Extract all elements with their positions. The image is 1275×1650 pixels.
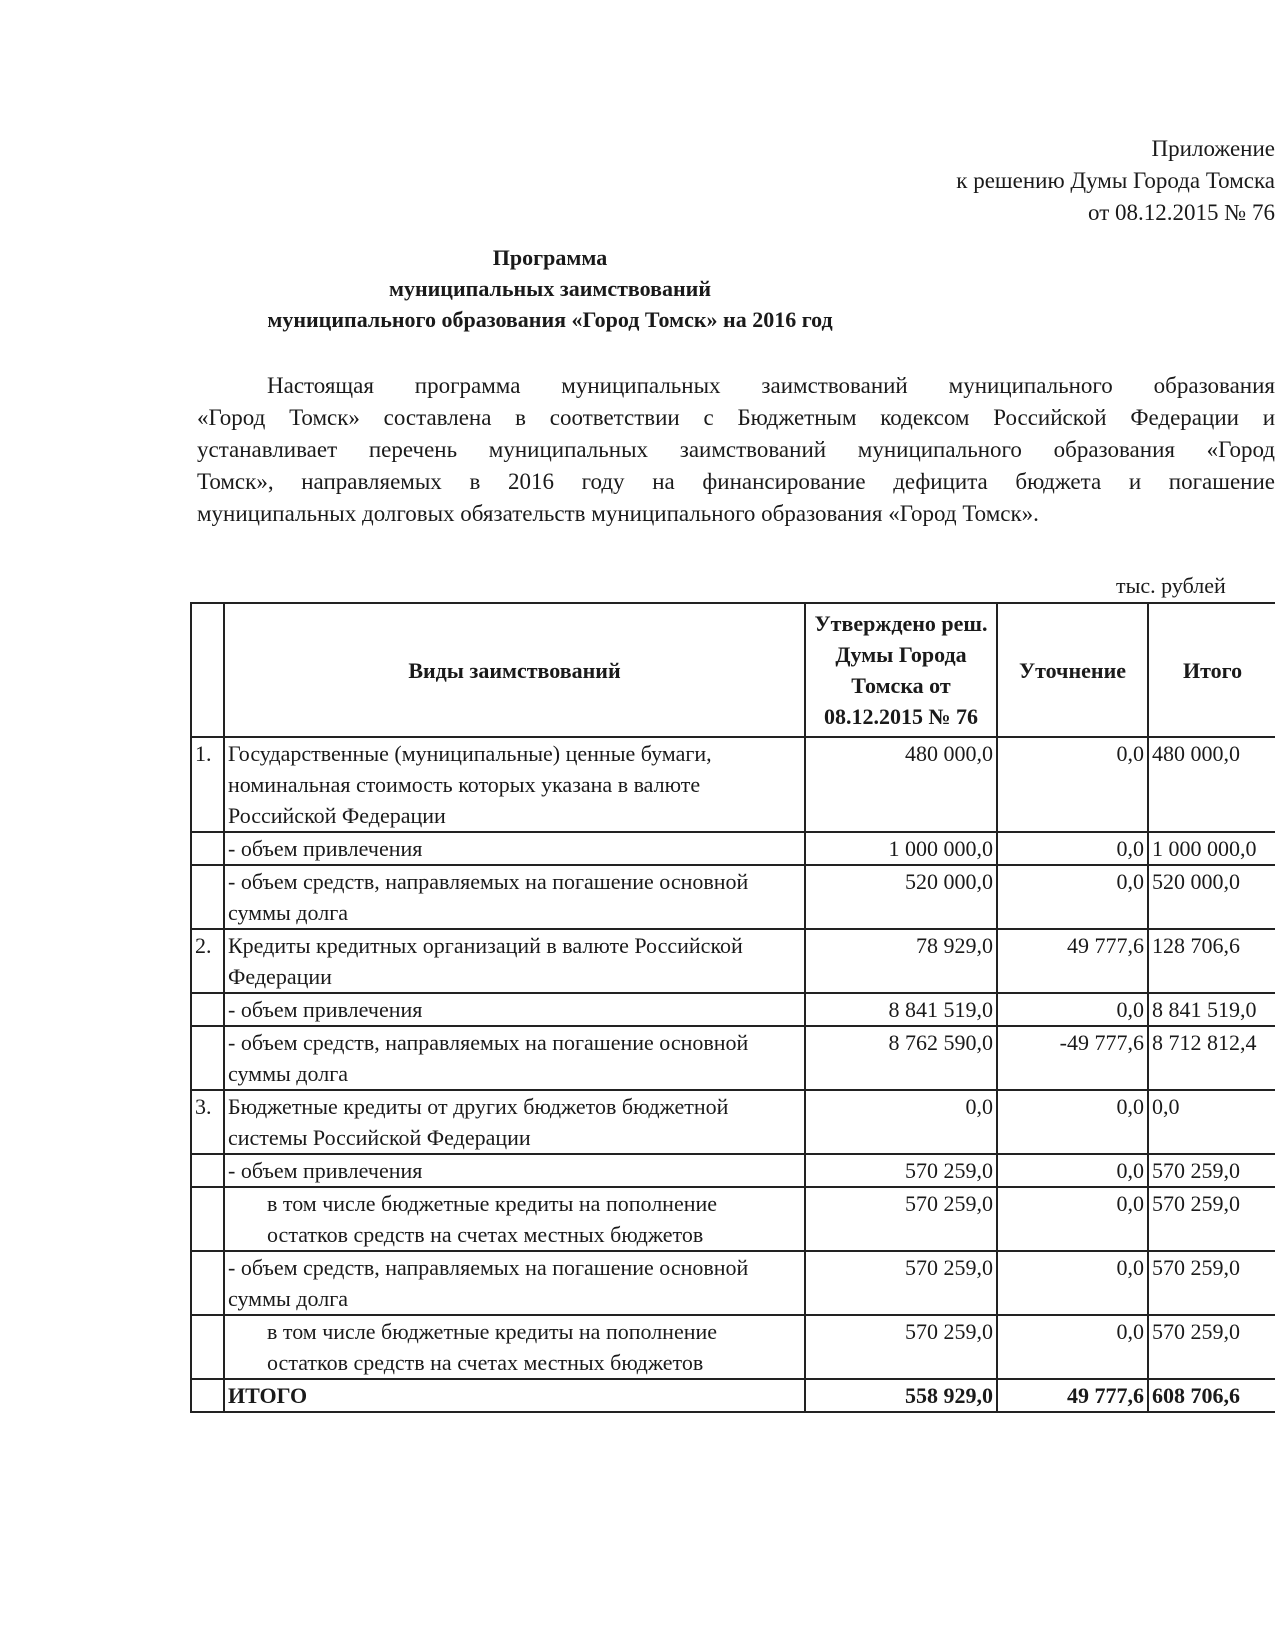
borrowings-table xyxy=(190,602,1275,1413)
total-total: 608 706,6 xyxy=(1148,1379,1275,1412)
table-row xyxy=(191,929,1275,993)
row-approved: 570 259,0 xyxy=(805,1251,997,1315)
row-approved: 1 000 000,0 xyxy=(805,832,997,865)
appendix-line-1: Приложение xyxy=(1151,136,1275,161)
row-approved: 570 259,0 xyxy=(805,1187,997,1251)
row-num: 2. xyxy=(191,929,224,993)
intro-line: Настоящая программа муниципальных заимствований муниципального образования xyxy=(267,373,1275,398)
header-refinement: Уточнение xyxy=(997,603,1148,737)
row-num: 1. xyxy=(191,737,224,832)
row-name: - объем средств, направляемых на погашение основной суммы долга xyxy=(224,1026,805,1090)
row-approved: 570 259,0 xyxy=(805,1154,997,1187)
title-line-3: муниципального образования «Город Томск» на 2016 год xyxy=(267,307,833,332)
intro-line: муниципальных долговых обязательств муниципального образования «Город Томск». xyxy=(197,501,1039,526)
row-num xyxy=(191,1315,224,1379)
row-approved: 0,0 xyxy=(805,1090,997,1154)
table-total-row xyxy=(191,1379,1275,1412)
row-approved: 78 929,0 xyxy=(805,929,997,993)
total-approved: 558 929,0 xyxy=(805,1379,997,1412)
table-row xyxy=(191,865,1275,929)
row-refinement: 0,0 xyxy=(997,993,1148,1026)
document-title xyxy=(240,242,860,335)
row-refinement: -49 777,6 xyxy=(997,1026,1148,1090)
row-refinement: 49 777,6 xyxy=(997,929,1148,993)
table-row xyxy=(191,993,1275,1026)
total-label: ИТОГО xyxy=(224,1379,805,1412)
total-refinement: 49 777,6 xyxy=(997,1379,1148,1412)
units-label: тыс. рублей xyxy=(1116,573,1226,598)
row-num xyxy=(191,832,224,865)
row-total: 0,0 xyxy=(1148,1090,1275,1154)
row-approved: 520 000,0 xyxy=(805,865,997,929)
header-name: Виды заимствований xyxy=(224,603,805,737)
row-total: 128 706,6 xyxy=(1148,929,1275,993)
row-refinement: 0,0 xyxy=(997,1187,1148,1251)
row-approved: 570 259,0 xyxy=(805,1315,997,1379)
table-row xyxy=(191,1026,1275,1090)
row-refinement: 0,0 xyxy=(997,737,1148,832)
row-num: 3. xyxy=(191,1090,224,1154)
row-name: - объем привлечения xyxy=(224,1154,805,1187)
title-line-2: муниципальных заимствований xyxy=(388,276,712,301)
intro-line: Томск», направляемых в 2016 году на финансирование дефицита бюджета и погашение xyxy=(197,469,1275,494)
header-total: Итого xyxy=(1148,603,1275,737)
row-refinement: 0,0 xyxy=(997,1154,1148,1187)
row-total: 570 259,0 xyxy=(1148,1315,1275,1379)
title-line-1: Программа xyxy=(492,245,608,270)
table-header-row xyxy=(191,603,1275,737)
row-name: - объем привлечения xyxy=(224,993,805,1026)
row-approved: 480 000,0 xyxy=(805,737,997,832)
row-refinement: 0,0 xyxy=(997,1251,1148,1315)
row-name: в том числе бюджетные кредиты на пополнение остатков средств на счетах местных бюджетов xyxy=(224,1187,805,1251)
row-approved: 8 762 590,0 xyxy=(805,1026,997,1090)
row-num xyxy=(191,1187,224,1251)
table-row xyxy=(191,1154,1275,1187)
intro-line: устанавливает перечень муниципальных заимствований муниципального образования «Город xyxy=(197,437,1275,462)
row-name: - объем средств, направляемых на погашение основной суммы долга xyxy=(224,865,805,929)
row-num xyxy=(191,1251,224,1315)
appendix-line-2: к решению Думы Города Томска xyxy=(956,168,1275,193)
appendix-line-3: от 08.12.2015 № 76 xyxy=(1088,200,1275,225)
row-num xyxy=(191,1154,224,1187)
row-num xyxy=(191,1026,224,1090)
row-refinement: 0,0 xyxy=(997,1315,1148,1379)
row-name: Кредиты кредитных организаций в валюте Российской Федерации xyxy=(224,929,805,993)
row-name: Государственные (муниципальные) ценные бумаги, номинальная стоимость которых указана в валюте Российской Федерации xyxy=(224,737,805,832)
table-row xyxy=(191,1090,1275,1154)
row-total: 1 000 000,0 xyxy=(1148,832,1275,865)
row-name: - объем привлечения xyxy=(224,832,805,865)
row-num xyxy=(191,993,224,1026)
table-row xyxy=(191,737,1275,832)
row-name: - объем средств, направляемых на погашение основной суммы долга xyxy=(224,1251,805,1315)
table-row xyxy=(191,832,1275,865)
row-total: 8 841 519,0 xyxy=(1148,993,1275,1026)
row-refinement: 0,0 xyxy=(997,832,1148,865)
row-total: 570 259,0 xyxy=(1148,1251,1275,1315)
row-name: в том числе бюджетные кредиты на пополнение остатков средств на счетах местных бюджетов xyxy=(224,1315,805,1379)
table-row xyxy=(191,1251,1275,1315)
header-approved: Утверждено реш. Думы Города Томска от 08.12.2015 № 76 xyxy=(805,603,997,737)
table-row xyxy=(191,1315,1275,1379)
intro-line: «Город Томск» составлена в соответствии с Бюджетным кодексом Российской Федерации и xyxy=(197,405,1275,430)
row-total: 8 712 812,4 xyxy=(1148,1026,1275,1090)
row-total: 520 000,0 xyxy=(1148,865,1275,929)
table-row xyxy=(191,1187,1275,1251)
row-refinement: 0,0 xyxy=(997,1090,1148,1154)
row-total: 480 000,0 xyxy=(1148,737,1275,832)
row-name: Бюджетные кредиты от других бюджетов бюджетной системы Российской Федерации xyxy=(224,1090,805,1154)
row-total: 570 259,0 xyxy=(1148,1187,1275,1251)
row-approved: 8 841 519,0 xyxy=(805,993,997,1026)
row-total: 570 259,0 xyxy=(1148,1154,1275,1187)
header-num xyxy=(191,603,224,737)
total-num xyxy=(191,1379,224,1412)
row-refinement: 0,0 xyxy=(997,865,1148,929)
intro-paragraph xyxy=(197,370,1275,530)
row-num xyxy=(191,865,224,929)
